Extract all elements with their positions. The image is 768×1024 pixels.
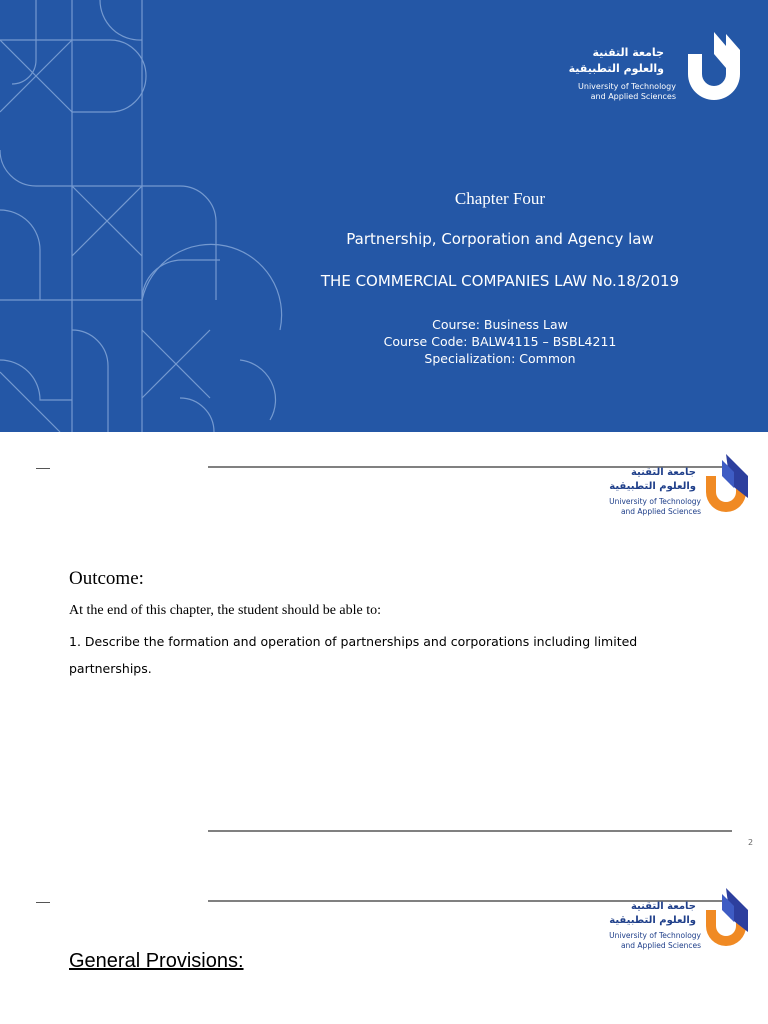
footer-divider xyxy=(208,830,732,832)
university-logo xyxy=(556,28,742,108)
specialization: Specialization: Common xyxy=(424,351,576,366)
logo-english-line1: University of Technology xyxy=(609,931,701,940)
logo-english-line1: University of Technology xyxy=(578,82,676,91)
logo-arabic-line2: والعلوم التطبيقية xyxy=(609,915,696,926)
outcome-item: 1. Describe the formation and operation of partnerships and corporations including limited partnerships. xyxy=(69,634,638,676)
university-emblem-icon xyxy=(700,886,756,952)
logo-arabic-line2: والعلوم التطبيقية xyxy=(568,62,664,75)
logo-arabic-line1: جامعة التقنية xyxy=(630,467,696,478)
logo-english-line2: and Applied Sciences xyxy=(590,92,676,101)
university-logo xyxy=(596,886,756,956)
logo-english-line2: and Applied Sciences xyxy=(620,941,701,950)
slide-title: Partnership, Corporation and Agency law xyxy=(346,230,654,248)
course-info xyxy=(300,316,700,367)
course-code: Course Code: BALW4115 – BSBL4211 xyxy=(383,334,617,349)
page-number: 2 xyxy=(748,838,754,847)
slide-corner-mark xyxy=(36,902,50,903)
logo-arabic-line2: والعلوم التطبيقية xyxy=(609,481,696,492)
outcome-intro: At the end of this chapter, the student should be able to: xyxy=(69,603,382,618)
university-emblem-icon xyxy=(686,28,742,108)
university-emblem-icon xyxy=(700,452,756,518)
logo-arabic-line1: جامعة التقنية xyxy=(630,901,696,912)
chapter-label: Chapter Four xyxy=(454,189,546,208)
slide-corner-mark xyxy=(36,468,50,469)
university-logo xyxy=(596,452,756,522)
outcome-heading: Outcome: xyxy=(69,568,144,589)
logo-arabic-line1: جامعة التقنية xyxy=(592,46,664,59)
logo-english-line2: and Applied Sciences xyxy=(620,507,701,516)
title-slide xyxy=(0,0,768,432)
law-title: THE COMMERCIAL COMPANIES LAW No.18/2019 xyxy=(320,272,680,290)
course-name: Course: Business Law xyxy=(432,317,568,332)
general-provisions-heading: General Provisions: xyxy=(69,950,244,972)
decorative-line-pattern xyxy=(0,0,300,432)
logo-english-line1: University of Technology xyxy=(609,497,701,506)
